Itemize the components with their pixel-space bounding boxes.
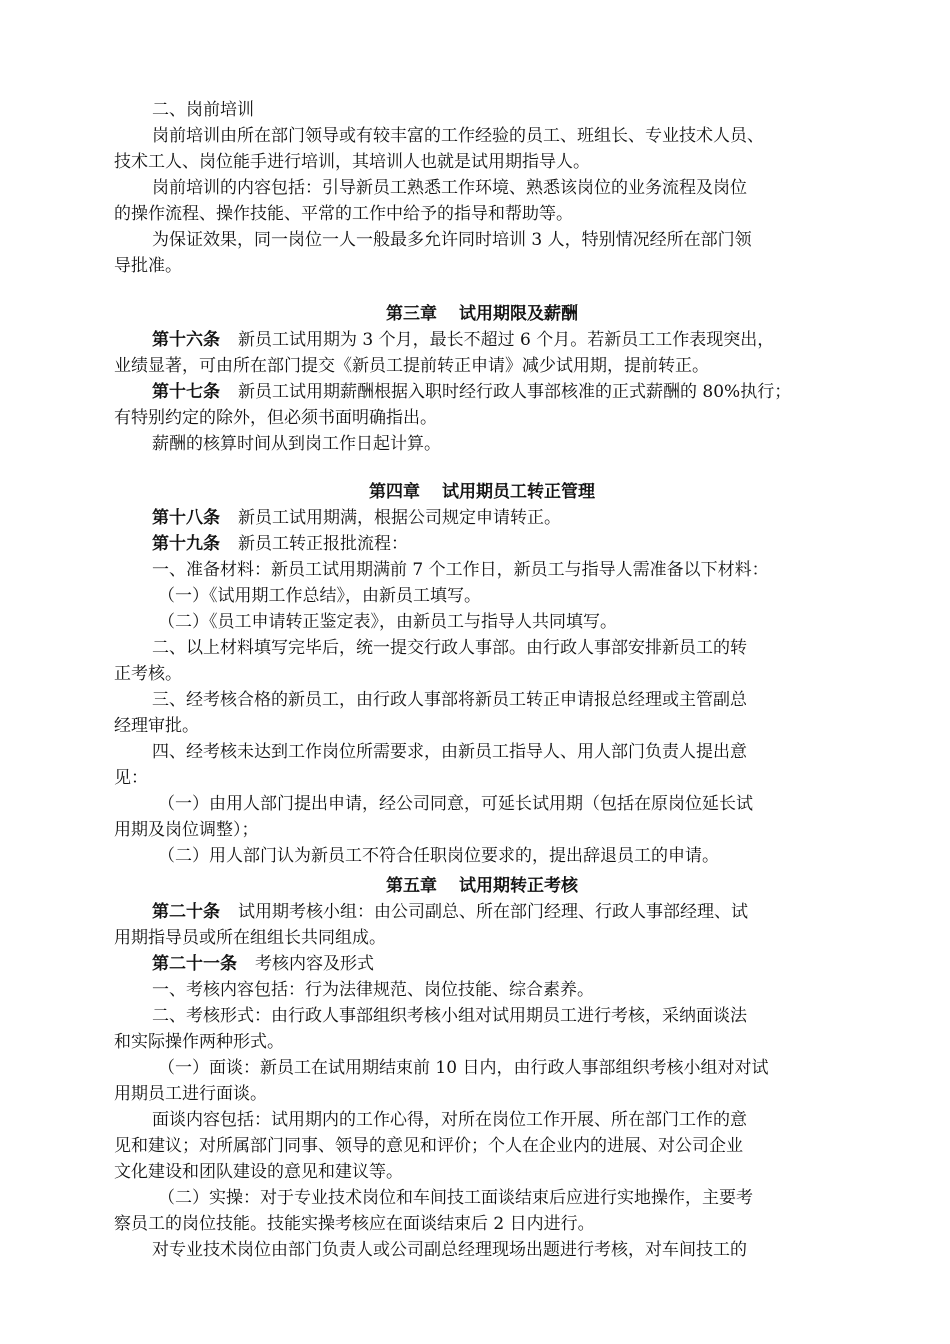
paragraph-line: （二）《员工申请转正鉴定表》，由新员工与指导人共同填写。: [158, 612, 617, 632]
article-text: 考核内容及形式: [255, 954, 374, 974]
article-text: 新员工试用期为 3 个月，最长不超过 6 个月。若新员工工作表现突出，: [238, 330, 775, 350]
paragraph-line: （一）《试用期工作总结》，由新员工填写。: [158, 586, 481, 606]
paragraph-line: 技术工人、岗位能手进行培训，其培训人也就是试用期指导人。: [114, 152, 590, 172]
article-20: [152, 900, 748, 924]
paragraph-line: 一、准备材料：新员工试用期满前 7 个工作日，新员工与指导人需准备以下材料：: [152, 560, 769, 580]
article-16: [152, 328, 774, 352]
paragraph-line: （二）用人部门认为新员工不符合任职岗位要求的，提出辞退员工的申请。: [158, 846, 719, 866]
paragraph-line: 二、考核形式：由行政人事部组织考核小组对试用期员工进行考核，采纳面谈法: [152, 1006, 747, 1026]
paragraph-line: 导批准。: [114, 256, 182, 276]
paragraph-line: 面谈内容包括：试用期内的工作心得，对所在岗位工作开展、所在部门工作的意: [152, 1110, 747, 1130]
paragraph-line: 三、经考核合格的新员工，由行政人事部将新员工转正申请报总经理或主管副总: [152, 690, 747, 710]
paragraph-line: （二）实操：对于专业技术岗位和车间技工面谈结束后应进行实地操作，主要考: [158, 1188, 753, 1208]
article-19: [152, 532, 408, 556]
article-text: 新员工试用期薪酬根据入职时经行政人事部核准的正式薪酬的 80%执行；: [238, 382, 792, 402]
section-title-pre-job-training: 二、岗前培训: [152, 100, 254, 120]
paragraph-line: 为保证效果，同一岗位一人一般最多允许同时培训 3 人，特别情况经所在部门领: [152, 230, 752, 250]
paragraph-line: 岗前培训的内容包括：引导新员工熟悉工作环境、熟悉该岗位的业务流程及岗位: [152, 178, 747, 198]
chapter-title: 试用期限及薪酬: [459, 304, 578, 324]
article-18: [152, 506, 561, 530]
paragraph-line: 有特别约定的除外，但必须书面明确指出。: [114, 408, 437, 428]
chapter-5-heading: [114, 874, 850, 898]
paragraph-line: 用期员工进行面谈。: [114, 1084, 267, 1104]
article-label: 第十八条: [152, 508, 220, 528]
paragraph-line: 正考核。: [114, 664, 182, 684]
article-17: [152, 380, 791, 404]
paragraph-line: 用期指导员或所在组组长共同组成。: [114, 928, 386, 948]
chapter-3-heading: [114, 302, 850, 326]
article-label: 第十七条: [152, 382, 220, 402]
paragraph-line: 二、以上材料填写完毕后，统一提交行政人事部。由行政人事部安排新员工的转: [152, 638, 747, 658]
chapter-number: 第三章: [386, 304, 437, 324]
paragraph-line: 文化建设和团队建设的意见和建议等。: [114, 1162, 403, 1182]
paragraph-line: 见：: [114, 768, 148, 788]
paragraph-line: 和实际操作两种形式。: [114, 1032, 284, 1052]
paragraph-line: 察员工的岗位技能。技能实操考核应在面谈结束后 2 日内进行。: [114, 1214, 595, 1234]
paragraph-line: （一）由用人部门提出申请，经公司同意，可延长试用期（包括在原岗位延长试: [158, 794, 753, 814]
paragraph-line: 一、考核内容包括：行为法律规范、岗位技能、综合素养。: [152, 980, 594, 1000]
chapter-title: 试用期员工转正管理: [442, 482, 595, 502]
paragraph-line: 见和建议；对所属部门同事、领导的意见和评价；个人在企业内的进展、对公司企业: [114, 1136, 743, 1156]
chapter-number: 第四章: [369, 482, 420, 502]
chapter-4-heading: [114, 480, 850, 504]
article-label: 第二十一条: [152, 954, 237, 974]
paragraph-line: 四、经考核未达到工作岗位所需要求，由新员工指导人、用人部门负责人提出意: [152, 742, 747, 762]
article-text: 试用期考核小组：由公司副总、所在部门经理、行政人事部经理、试: [238, 902, 748, 922]
article-text: 新员工试用期满，根据公司规定申请转正。: [238, 508, 561, 528]
article-label: 第二十条: [152, 902, 220, 922]
chapter-title: 试用期转正考核: [459, 876, 578, 896]
chapter-number: 第五章: [386, 876, 437, 896]
article-21: [152, 952, 374, 976]
article-label: 第十九条: [152, 534, 220, 554]
paragraph-line: 经理审批。: [114, 716, 199, 736]
article-text: 新员工转正报批流程：: [238, 534, 408, 554]
paragraph-line: （一）面谈：新员工在试用期结束前 10 日内，由行政人事部组织考核小组对对试: [158, 1058, 769, 1078]
paragraph-line: 薪酬的核算时间从到岗工作日起计算。: [152, 434, 441, 454]
article-label: 第十六条: [152, 330, 220, 350]
paragraph-line: 的操作流程、操作技能、平常的工作中给予的指导和帮助等。: [114, 204, 573, 224]
paragraph-line: 业绩显著，可由所在部门提交《新员工提前转正申请》减少试用期，提前转正。: [114, 356, 709, 376]
paragraph-line: 用期及岗位调整）；: [114, 820, 259, 840]
paragraph-line: 岗前培训由所在部门领导或有较丰富的工作经验的员工、班组长、专业技术人员、: [152, 126, 764, 146]
paragraph-line: 对专业技术岗位由部门负责人或公司副总经理现场出题进行考核，对车间技工的: [152, 1240, 747, 1260]
